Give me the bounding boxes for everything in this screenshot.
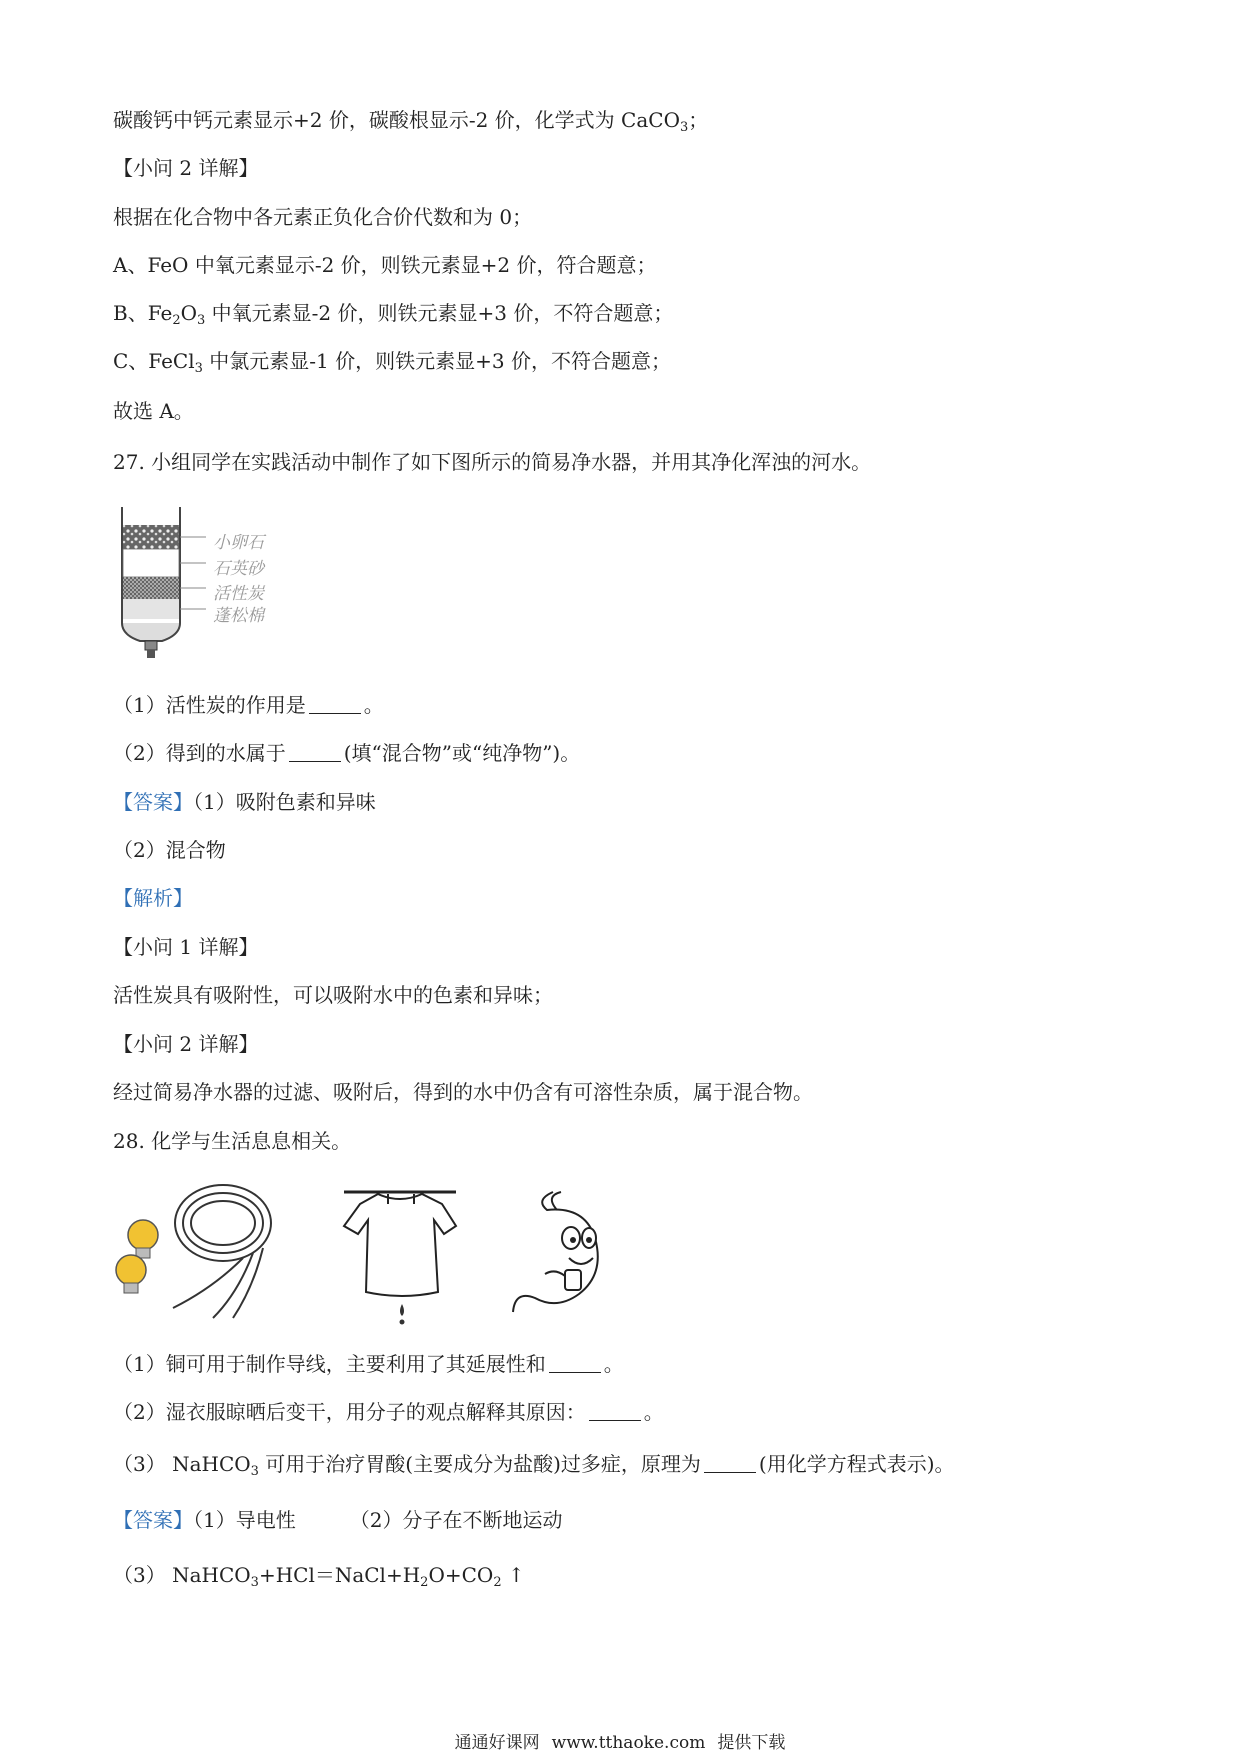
question-27-sub1: （1）活性炭的作用是 。 xyxy=(113,693,384,717)
answer-tag: 【答案】 xyxy=(113,1508,193,1532)
light-bulb-icon xyxy=(128,1220,158,1258)
sub-question-heading: 【小问 1 详解】 xyxy=(113,935,259,959)
answer-blank xyxy=(704,1454,756,1473)
water-filter-figure xyxy=(118,505,298,665)
option-b: B、$Fe_2O_3$ 中氧元素显-2 价，则铁元素显+3 价，不符合题意； xyxy=(113,301,674,328)
footer-url[interactable]: www.tthaoke.com xyxy=(551,1733,706,1753)
answer-blank xyxy=(309,695,361,714)
option-a: A、FeO 中氧元素显示-2 价，则铁元素显+2 价，符合题意； xyxy=(113,253,657,277)
footer-site-name: 通通好课网 xyxy=(454,1733,540,1753)
question-28-sub2: （2）湿衣服晾晒后变干，用分子的观点解释其原因： 。 xyxy=(113,1400,664,1424)
filter-label-pebbles: 小卵石 xyxy=(213,533,264,553)
text-line: 根据在化合物中各元素正负化合价代数和为 0； xyxy=(113,205,533,229)
answer-blank xyxy=(589,1402,641,1421)
filter-label-leaders xyxy=(180,537,206,609)
detail-text: 经过简易净水器的过滤、吸附后，得到的水中仍含有可溶性杂质，属于混合物。 xyxy=(113,1080,813,1104)
footer-note: 提供下载 xyxy=(717,1733,786,1753)
answer-27-part2: （2）混合物 xyxy=(113,838,226,862)
answer-27: 【答案】（1）吸附色素和异味 xyxy=(113,790,376,814)
question-28-sub3: （3） NaHCO$_3$ 可用于治疗胃酸(主要成分为盐酸)过多症，原理为 (用化学方程式表示)。 xyxy=(113,1452,955,1479)
detail-text: 活性炭具有吸附性，可以吸附水中的色素和异味； xyxy=(113,983,553,1007)
stomach-figure xyxy=(505,1186,625,1326)
question-28-sub1: （1）铜可用于制作导线，主要利用了其延展性和 。 xyxy=(113,1352,624,1376)
conclusion: 故选 A。 xyxy=(113,399,194,423)
option-c: C、FeCl$_3$ 中氯元素显-1 价，则铁元素显+3 价，不符合题意； xyxy=(113,349,671,376)
analysis-tag: 【解析】 xyxy=(113,886,193,910)
question-27-sub2: （2）得到的水属于 (填“混合物”或“纯净物”)。 xyxy=(113,741,581,765)
filter-label-activated-carbon: 活性炭 xyxy=(213,584,264,604)
answer-tag: 【答案】 xyxy=(113,790,193,814)
answer-28-equation: （3） $NaHCO_3+HCl=NaCl+H_2O+CO_2$ ↑ xyxy=(113,1563,525,1590)
question-27-title: 27. 小组同学在实践活动中制作了如下图所示的简易净水器，并用其净化浑浊的河水。 xyxy=(113,450,872,474)
question-28-title: 28. 化学与生活息息相关。 xyxy=(113,1129,352,1153)
sub-question-heading: 【小问 2 详解】 xyxy=(113,156,259,180)
page-footer xyxy=(0,1728,1240,1753)
drying-shirt-figure xyxy=(338,1186,468,1326)
sub-question-heading: 【小问 2 详解】 xyxy=(113,1032,259,1056)
answer-28: 【答案】（1）导电性 （2）分子在不断地运动 xyxy=(113,1508,563,1532)
filter-label-cotton: 蓬松棉 xyxy=(213,606,264,626)
light-bulb-icon xyxy=(116,1255,146,1293)
answer-blank xyxy=(289,743,341,762)
wire-and-bulbs-figure xyxy=(113,1178,283,1328)
text-line: 碳酸钙中钙元素显示+2 价，碳酸根显示-2 价，化学式为 CaCO$_3$； xyxy=(113,108,709,135)
filter-label-quartz-sand: 石英砂 xyxy=(213,559,264,579)
answer-blank xyxy=(549,1354,601,1373)
